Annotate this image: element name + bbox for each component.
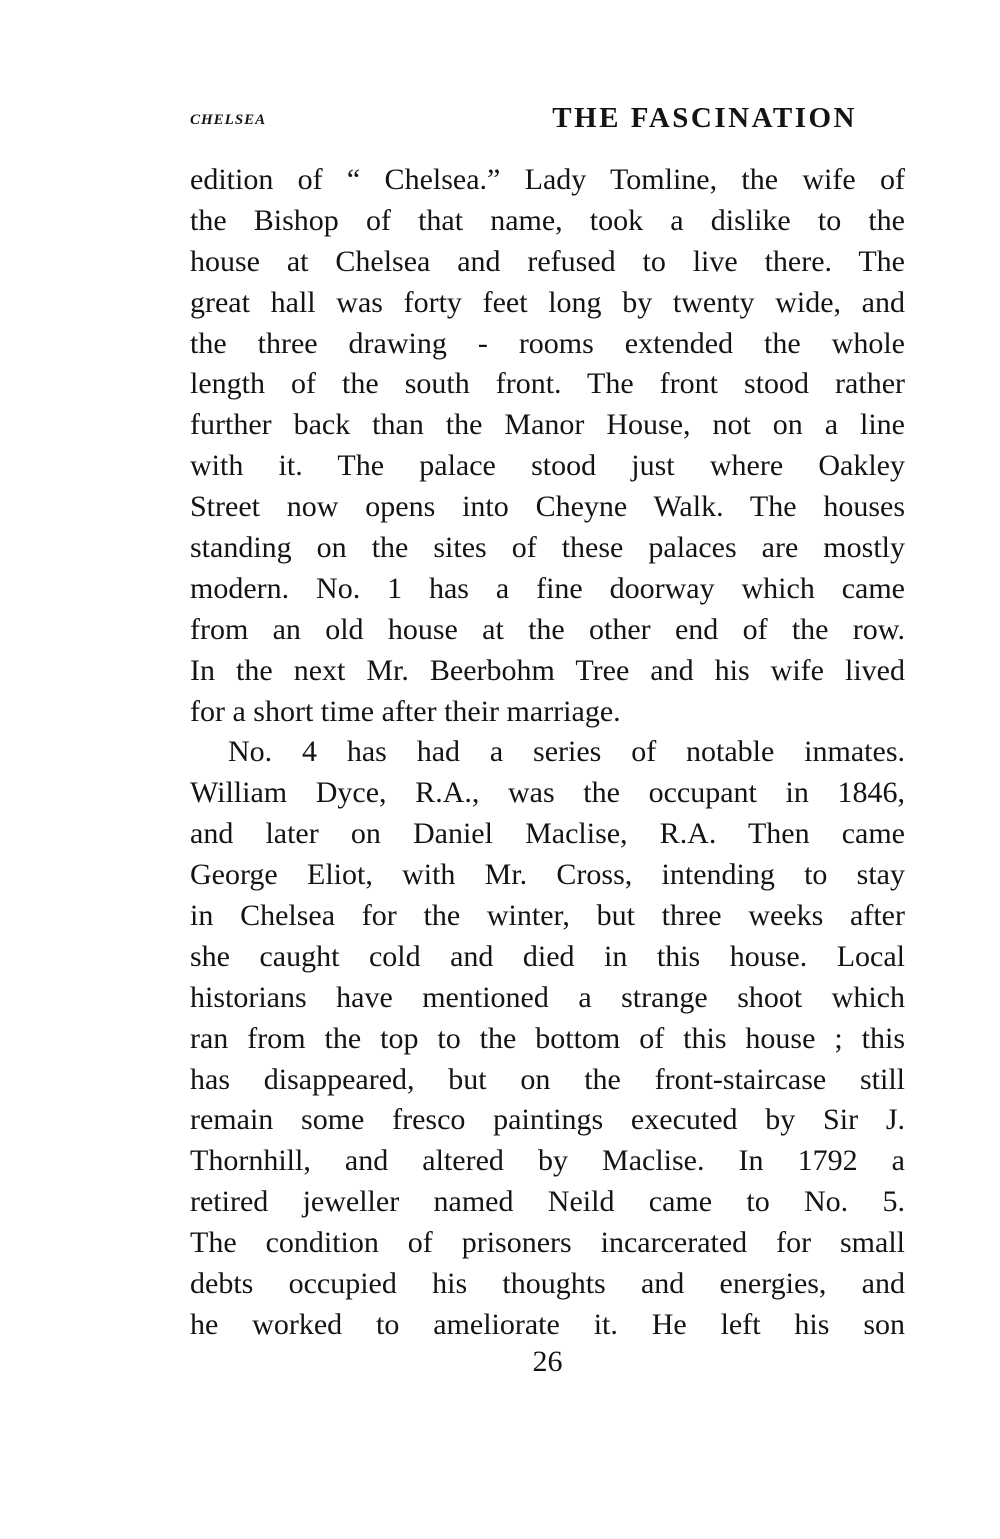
text-line: from an old house at the other end of the row. <box>190 612 905 646</box>
paragraph-2 <box>190 732 905 1345</box>
body-text <box>190 160 905 1346</box>
text-line: modern. No. 1 has a fine doorway which came <box>190 571 905 605</box>
text-line: standing on the sites of these palaces are mostly <box>190 531 905 565</box>
running-head <box>190 102 905 142</box>
text-line: and later on Daniel Maclise, R.A. Then came <box>190 817 905 851</box>
text-line: great hall was forty feet long by twenty wide, and <box>190 285 905 319</box>
text-line: historians have mentioned a strange shoot which <box>190 980 905 1014</box>
chapter-title: THE FASCINATION <box>552 102 857 134</box>
page-number: 26 <box>532 1345 563 1378</box>
section-label: CHELSEA <box>190 112 267 128</box>
text-line: retired jeweller named Neild came to No. 5. <box>190 1185 905 1219</box>
text-line: the Bishop of that name, took a dislike to the <box>190 203 905 237</box>
text-line: The condition of prisoners incarcerated for small <box>190 1226 905 1260</box>
text-line: he worked to ameliorate it. He left his son <box>190 1307 905 1341</box>
text-line: further back than the Manor House, not on a line <box>190 408 905 442</box>
text-line: she caught cold and died in this house. Local <box>190 939 905 973</box>
text-line: ran from the top to the bottom of this house ; this <box>190 1021 905 1055</box>
text-line: William Dyce, R.A., was the occupant in 1846, <box>190 776 905 810</box>
text-line: edition of “ Chelsea.” Lady Tomline, the wife of <box>190 163 905 196</box>
text-line: George Eliot, with Mr. Cross, intending to stay <box>190 858 905 892</box>
text-line: in Chelsea for the winter, but three weeks after <box>190 899 905 933</box>
text-line: the three drawing - rooms extended the whole <box>190 326 905 360</box>
text-line: No. 4 has had a series of notable inmates. <box>228 735 905 769</box>
text-line: In the next Mr. Beerbohm Tree and his wife lived <box>190 653 905 687</box>
text-line: Thornhill, and altered by Maclise. In 1792 a <box>190 1144 905 1178</box>
text-line: length of the south front. The front stood rather <box>190 367 905 401</box>
text-line: Street now opens into Cheyne Walk. The houses <box>190 490 905 524</box>
text-line: for a short time after their marriage. <box>190 694 621 728</box>
text-line: debts occupied his thoughts and energies, and <box>190 1267 905 1301</box>
text-line: remain some fresco paintings executed by Sir J. <box>190 1103 905 1137</box>
text-line: with it. The palace stood just where Oakley <box>190 449 905 483</box>
paragraph-1 <box>190 160 905 732</box>
text-line: has disappeared, but on the front-staircase still <box>190 1062 905 1096</box>
text-line: house at Chelsea and refused to live there. The <box>190 244 905 278</box>
